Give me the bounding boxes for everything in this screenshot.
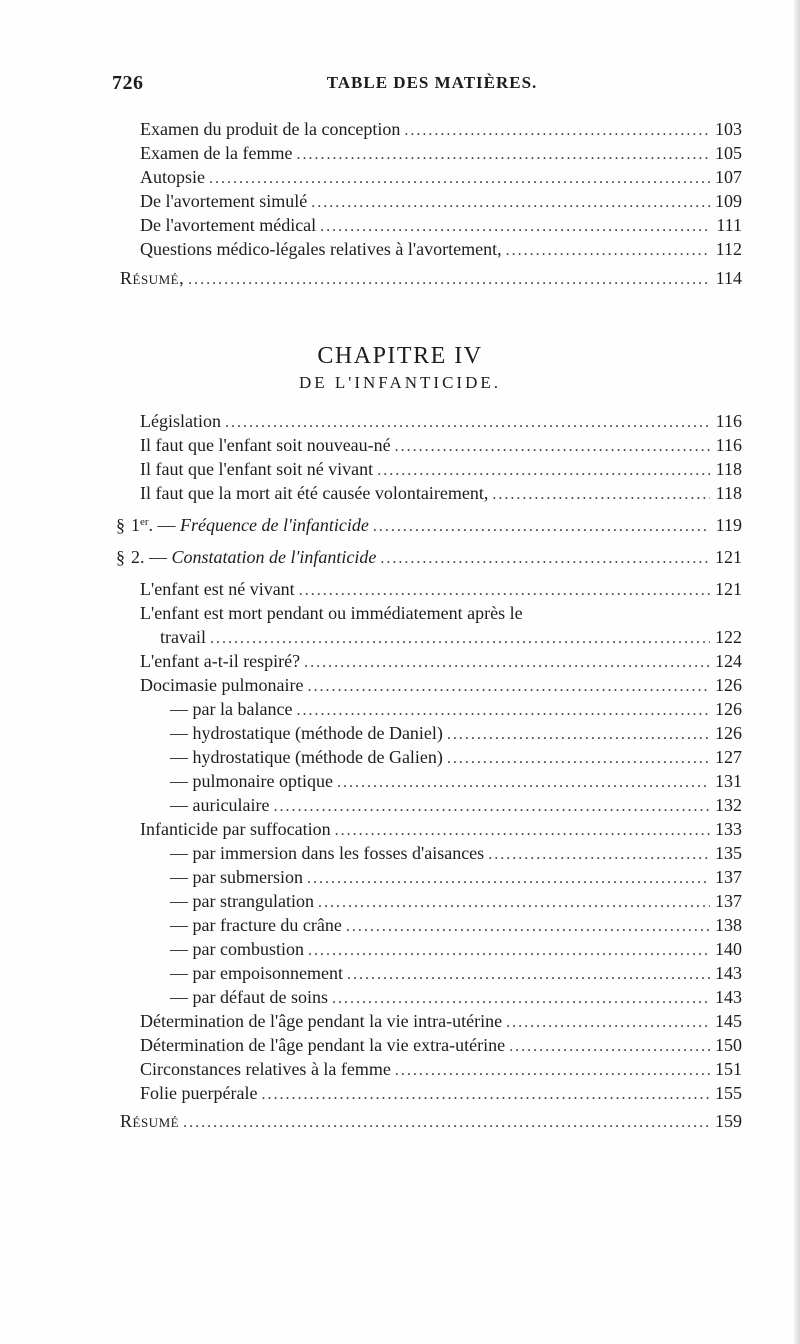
section-heading: § 1er. — Fréquence de l'infanticide ..... 119 [116, 511, 742, 533]
toc-entry: Détermination de l'âge pendant la vie extra-utérine ..... 150 [140, 1034, 742, 1056]
section-title: Fréquence de l'infanticide [180, 515, 369, 535]
section-mark: § [116, 515, 125, 535]
toc-entry: L'enfant a-t-il respiré? ..... 124 [140, 650, 742, 672]
running-head [112, 72, 752, 98]
toc-entry: Docimasie pulmonaire ..... 126 [140, 674, 742, 696]
toc-entry: Législation ..... 116 [140, 410, 742, 432]
toc-entry: — hydrostatique (méthode de Daniel) ..... 126 [170, 722, 742, 744]
toc-entry: Détermination de l'âge pendant la vie intra-utérine ..... 145 [140, 1010, 742, 1032]
toc-entry: Il faut que l'enfant soit nouveau-né ..... 116 [140, 434, 742, 456]
page-edge-shadow [794, 0, 800, 1344]
chapter-title: CHAPITRE IV [317, 343, 483, 369]
section-heading: § 2. — Constatation de l'infanticide ..... 121 [116, 546, 742, 568]
resume-entry: Résumé, ..... 114 [120, 267, 742, 289]
running-title: TABLE DES MATIÈRES. [326, 73, 538, 92]
toc-entry: Circonstances relatives à la femme ..... 151 [140, 1058, 742, 1080]
chapter-subtitle: DE L'INFANTICIDE. [299, 373, 501, 392]
toc-entry: — par empoisonnement ..... 143 [170, 962, 742, 984]
resume-entry: Résumé ..... 159 [120, 1110, 742, 1132]
toc-entry: travail ..... 122 [160, 626, 742, 648]
toc-entry: Examen du produit de la conception ..... 103 [140, 118, 742, 140]
toc-entry: — auriculaire ..... 132 [170, 794, 742, 816]
toc-entry: — par combustion ..... 140 [170, 938, 742, 960]
toc-entry: — hydrostatique (méthode de Galien) ..... 127 [170, 746, 742, 768]
toc-entry: Autopsie ..... 107 [140, 166, 742, 188]
toc-entry: De l'avortement simulé ..... 109 [140, 190, 742, 212]
toc-entry: Il faut que la mort ait été causée volontairement, ..... 118 [140, 482, 742, 504]
toc-entry: — par immersion dans les fosses d'aisances ..... 135 [170, 842, 742, 864]
toc-entry: Il faut que l'enfant soit né vivant ..... 118 [140, 458, 742, 480]
toc-entry: L'enfant est né vivant ..... 121 [140, 578, 742, 600]
toc-entry: — par strangulation ..... 137 [170, 890, 742, 912]
toc-entry: L'enfant est mort pendant ou immédiatement après le [140, 603, 523, 623]
page-number: 726 [112, 72, 144, 94]
toc-entry: — par défaut de soins ..... 143 [170, 986, 742, 1008]
section-title: Constatation de l'infanticide [171, 547, 377, 567]
toc-entry: — par la balance ..... 126 [170, 698, 742, 720]
toc-entry: Infanticide par suffocation ..... 133 [140, 818, 742, 840]
toc-entry: — par submersion ..... 137 [170, 866, 742, 888]
toc-entry: Folie puerpérale ..... 155 [140, 1082, 742, 1104]
toc-entry: De l'avortement médical ..... 111 [140, 214, 742, 236]
section-mark: § [116, 547, 125, 567]
toc-entry: — pulmonaire optique ..... 131 [170, 770, 742, 792]
toc-entry: Questions médico-légales relatives à l'avortement, ..... 112 [140, 238, 742, 260]
toc-entry: — par fracture du crâne ..... 138 [170, 914, 742, 936]
toc-entry: Examen de la femme ..... 105 [140, 142, 742, 164]
